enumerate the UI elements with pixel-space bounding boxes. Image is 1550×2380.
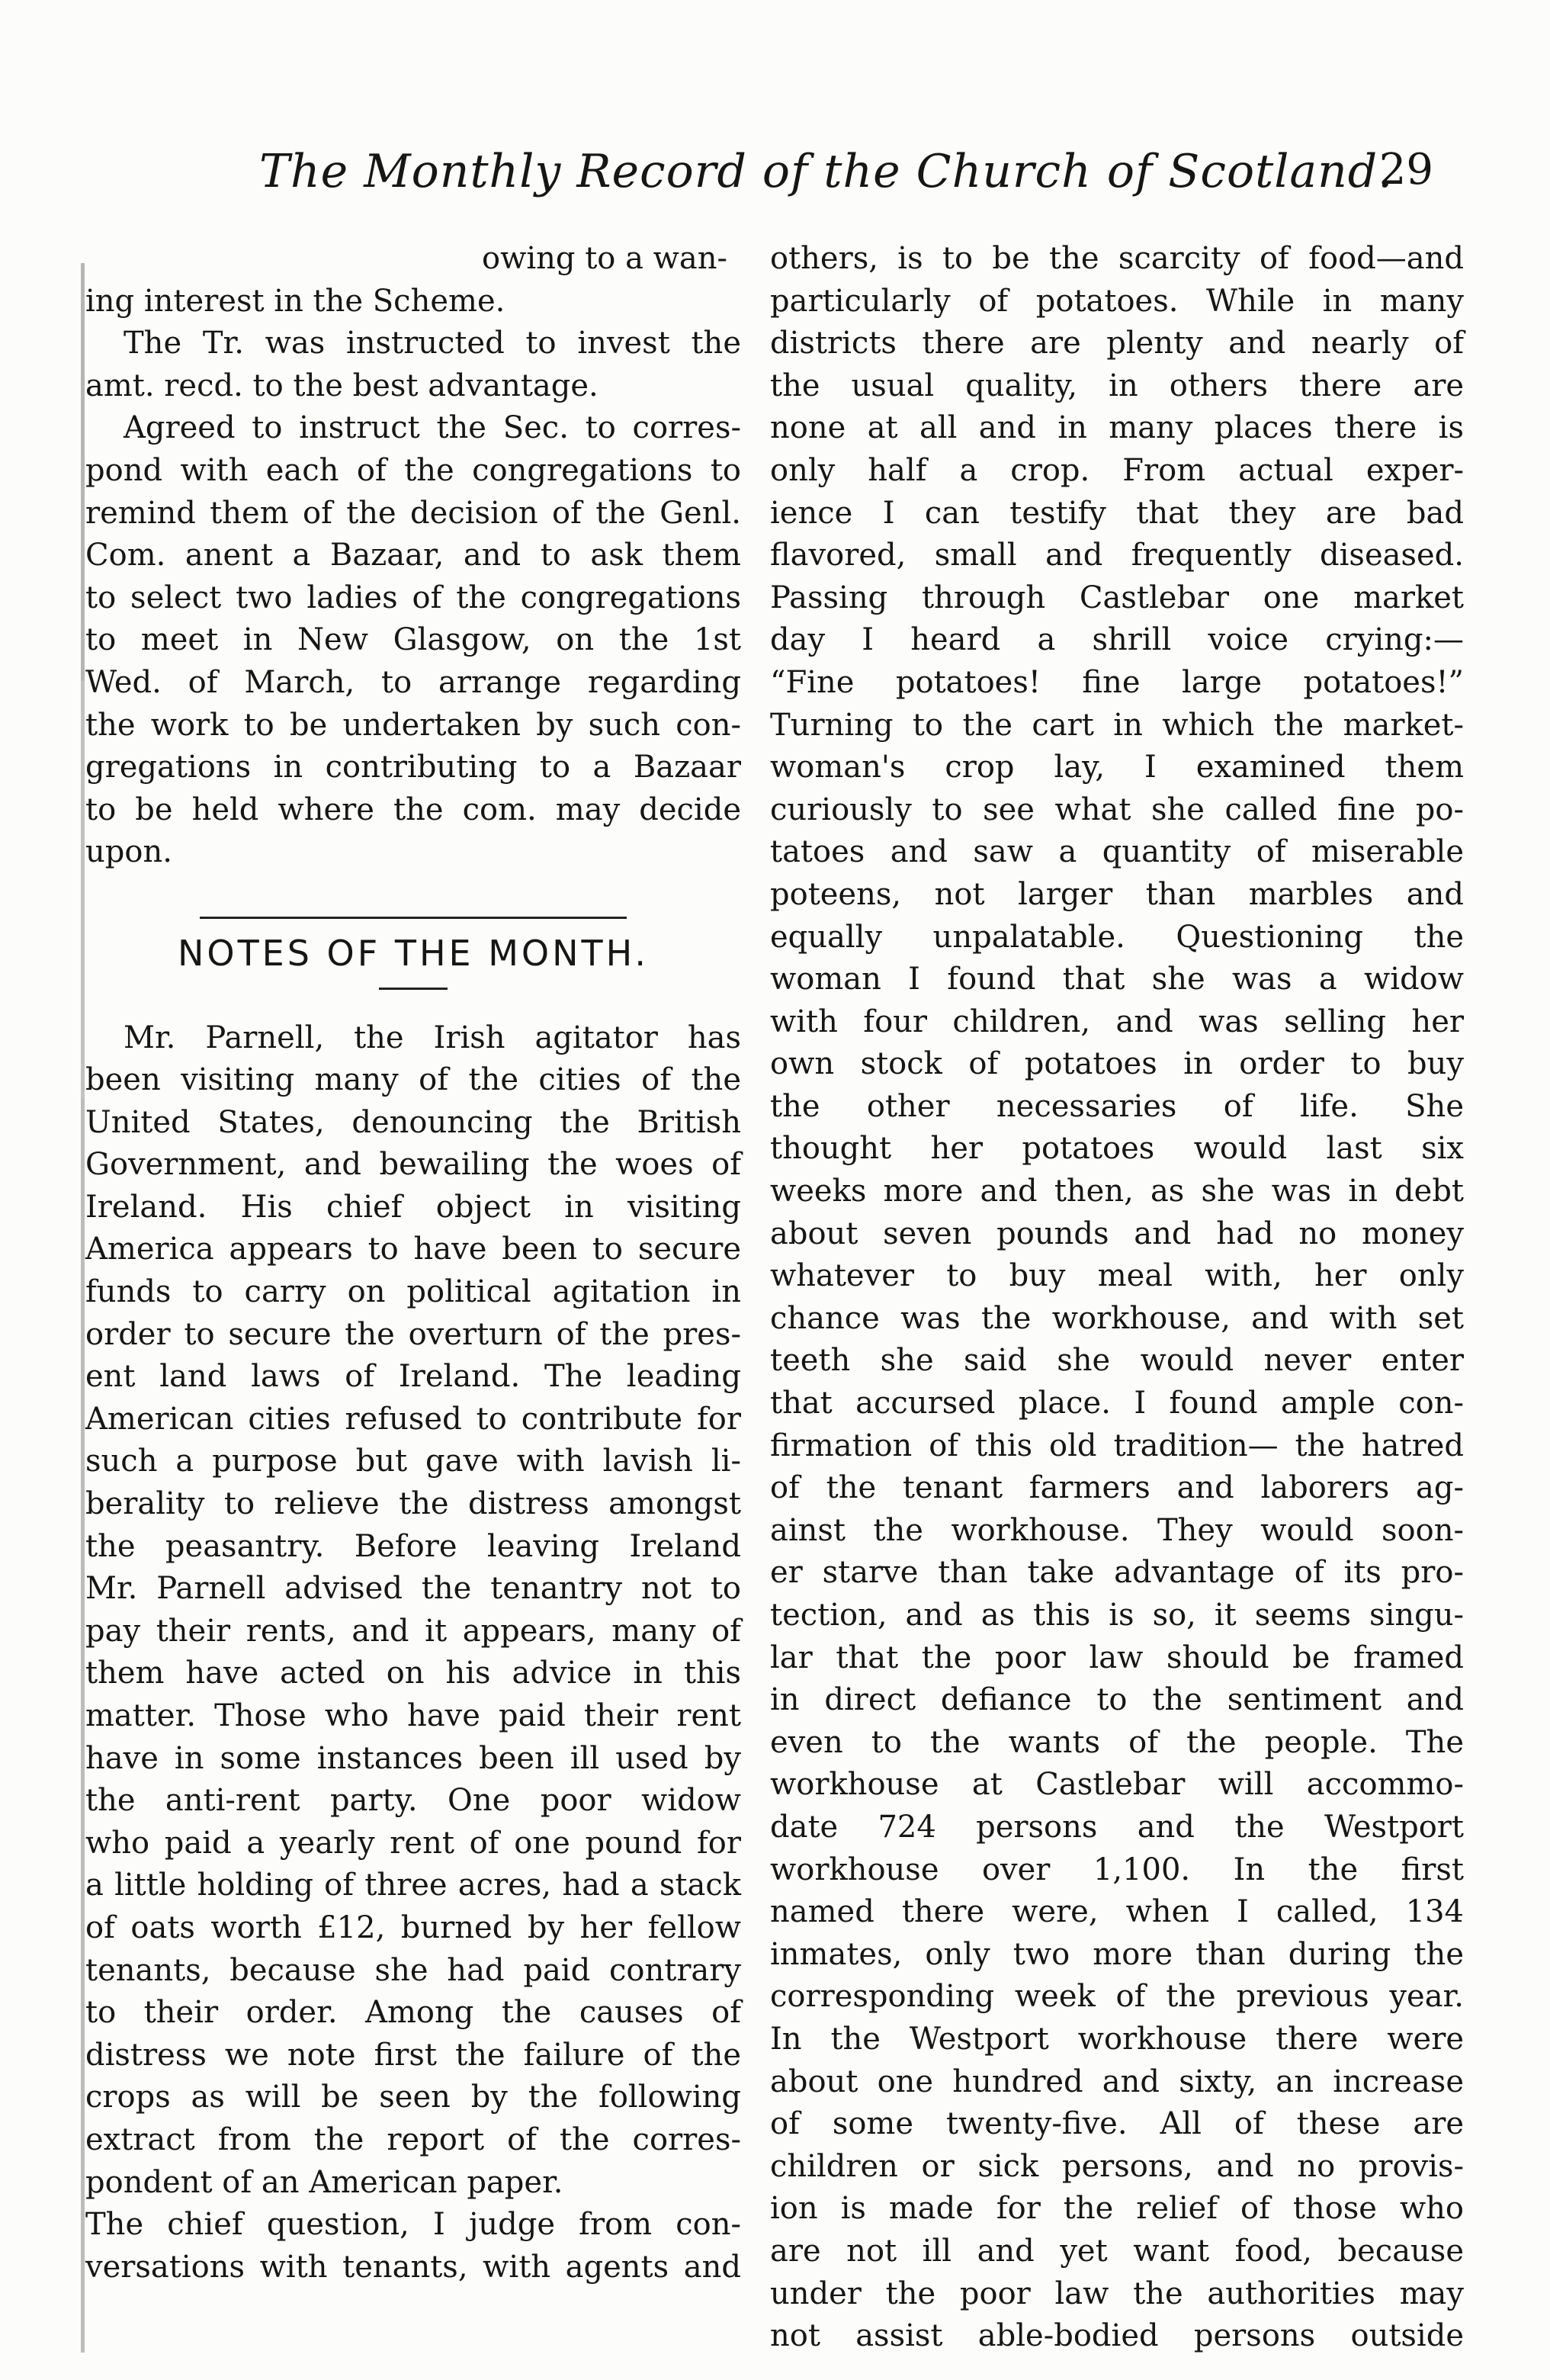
text-line: chance was the workhouse, and with set [770, 1300, 1464, 1336]
text-line: matter. Those who have paid their rent [85, 1698, 741, 1733]
running-title: The Monthly Record of the Church of Scotland. [259, 145, 1394, 198]
text-line: Com. anent a Bazaar, and to ask them [85, 538, 741, 573]
text-line: amt. recd. to the best advantage. [85, 368, 598, 403]
text-line: berality to relieve the distress amongst [85, 1486, 741, 1522]
text-line: owing to a wan- [482, 241, 727, 276]
text-line: corresponding week of the previous year. [770, 1979, 1464, 2015]
text-line: ing interest in the Scheme. [85, 283, 505, 319]
text-line: “Fine potatoes! fine large potatoes!” [770, 664, 1464, 700]
text-line: equally unpalatable. Questioning the [770, 919, 1464, 955]
text-line: woman's crop lay, I examined them [770, 750, 1464, 785]
text-line: ience I can testify that they are bad [770, 495, 1464, 531]
text-line: pay their rents, and it appears, many of [85, 1613, 741, 1649]
text-line: who paid a yearly rent of one pound for [85, 1825, 741, 1861]
right-column [770, 238, 1464, 2358]
text-line: poteens, not larger than marbles and [770, 876, 1464, 912]
text-line: Passing through Castlebar one market [770, 580, 1464, 615]
text-line: whatever to buy meal with, her only [770, 1258, 1464, 1294]
page-number: 29 [1378, 145, 1433, 194]
text-line: The Tr. was instructed to invest the [124, 326, 741, 361]
text-line: pond with each of the congregations to [85, 452, 741, 488]
section-title: NOTES OF THE MONTH. [177, 932, 650, 974]
text-line: others, is to be the scarcity of food—and [770, 241, 1464, 276]
text-line: Turning to the cart in which the market- [770, 707, 1464, 743]
text-line: curiously to see what she called fine po- [770, 792, 1464, 827]
text-line: United States, denouncing the British [85, 1104, 741, 1140]
text-line: districts there are plenty and nearly of [770, 326, 1464, 361]
text-line: teeth she said she would never enter [770, 1343, 1464, 1379]
text-line: order to secure the overturn of the pres- [85, 1316, 741, 1352]
text-line: inmates, only two more than during the [770, 1936, 1464, 1972]
text-line: tatoes and saw a quantity of miserable [770, 834, 1464, 870]
text-line: about seven pounds and had no money [770, 1216, 1464, 1251]
text-line: of some twenty-five. All of these are [770, 2106, 1464, 2142]
text-line: Mr. Parnell, the Irish agitator has [124, 1020, 741, 1055]
text-line: date 724 persons and the Westport [770, 1809, 1464, 1845]
text-line: Ireland. His chief object in visiting [85, 1189, 741, 1225]
text-line: gregations in contributing to a Bazaar [85, 750, 741, 785]
text-line: tection, and as this is so, it seems singu- [770, 1598, 1464, 1633]
text-line: been visiting many of the cities of the [85, 1062, 741, 1098]
text-line: Government, and bewailing the woes of [85, 1147, 741, 1183]
text-line: have in some instances been ill used by [85, 1740, 741, 1776]
text-line: with four children, and was selling her [770, 1004, 1464, 1039]
text-line: extract from the report of the corres- [85, 2121, 741, 2157]
text-line: named there were, when I called, 134 [770, 1894, 1464, 1930]
text-line: Mr. Parnell advised the tenantry not to [85, 1571, 741, 1607]
text-line: In the Westport workhouse there were [770, 2021, 1464, 2057]
text-line: er starve than take advantage of its pro- [770, 1555, 1464, 1591]
text-line: the usual quality, in others there are [770, 368, 1464, 403]
text-line: versations with tenants, with agents and [85, 2249, 741, 2285]
text-line: thought her potatoes would last six [770, 1131, 1464, 1167]
text-line: ainst the workhouse. They would soon- [770, 1512, 1464, 1548]
text-line: weeks more and then, as she was in debt [770, 1174, 1464, 1209]
text-line: lar that the poor law should be framed [770, 1640, 1464, 1675]
text-line: The chief question, I judge from con- [85, 2207, 741, 2243]
text-line: woman I found that she was a widow [770, 962, 1464, 997]
text-line: remind them of the decision of the Genl. [85, 495, 741, 531]
text-line: about one hundred and sixty, an increase [770, 2064, 1464, 2099]
spacer [85, 874, 741, 917]
text-line: to select two ladies of the congregations [85, 580, 741, 615]
text-line: children or sick persons, and no provis- [770, 2148, 1464, 2184]
text-line: of oats worth £12, burned by her fellow [85, 1909, 741, 1945]
text-line: none at all and in many places there is [770, 410, 1464, 446]
text-line: American cities refused to contribute for [85, 1401, 741, 1437]
text-line: to their order. Among the causes of [85, 1995, 741, 2031]
text-line: are not ill and yet want food, because [770, 2233, 1464, 2269]
report-text [770, 238, 1464, 2358]
text-line: the peasantry. Before leaving Ireland [85, 1528, 741, 1564]
text-line: Agreed to instruct the Sec. to corres- [124, 410, 741, 446]
text-line: day I heard a shrill voice crying:— [770, 622, 1464, 658]
text-line: to meet in New Glasgow, on the 1st [85, 622, 741, 658]
text-line: tenants, because she had paid contrary [85, 1952, 741, 1988]
text-line: funds to carry on political agitation in [85, 1274, 741, 1310]
text-line: flavored, small and frequently diseased. [770, 538, 1464, 573]
running-header [259, 145, 1433, 206]
text-line: in direct defiance to the sentiment and [770, 1682, 1464, 1718]
minutes-text [85, 238, 741, 874]
left-column [85, 238, 741, 2288]
text-line: to be held where the com. may decide [85, 792, 741, 827]
text-line: a little holding of three acres, had a stack [85, 1868, 741, 1903]
text-line: Wed. of March, to arrange regarding [85, 664, 741, 700]
text-line: pondent of an American paper. [85, 2164, 563, 2200]
text-line: the other necessaries of life. She [770, 1088, 1464, 1124]
text-line: them have acted on his advice in this [85, 1656, 741, 1691]
text-line: ent land laws of Ireland. The leading [85, 1359, 741, 1395]
text-line: America appears to have been to secure [85, 1232, 741, 1267]
notes-text [85, 1017, 741, 2289]
text-line: distress we note first the failure of the [85, 2037, 741, 2073]
text-line: particularly of potatoes. While in many [770, 283, 1464, 319]
spacer [85, 990, 741, 1017]
text-line: crops as will be seen by the following [85, 2080, 741, 2115]
text-line: ion is made for the relief of those who [770, 2191, 1464, 2227]
text-line: not assist able-bodied persons outside [770, 2318, 1464, 2354]
text-line: even to the wants of the people. The [770, 1724, 1464, 1760]
text-line: the anti-rent party. One poor widow [85, 1783, 741, 1819]
text-line: under the poor law the authorities may [770, 2276, 1464, 2311]
text-line: such a purpose but gave with lavish li- [85, 1444, 741, 1479]
text-line: that accursed place. I found ample con- [770, 1386, 1464, 1421]
text-line: workhouse at Castlebar will accommo- [770, 1767, 1464, 1803]
text-line: upon. [85, 834, 172, 870]
text-line: workhouse over 1,100. In the first [770, 1852, 1464, 1887]
text-line: own stock of potatoes in order to buy [770, 1046, 1464, 1082]
page-gutter-edge [81, 263, 85, 2353]
text-line: of the tenant farmers and laborers ag- [770, 1470, 1464, 1506]
text-line: only half a crop. From actual exper- [770, 452, 1464, 488]
text-line: the work to be undertaken by such con- [85, 707, 741, 743]
text-line: firmation of this old tradition— the hatred [770, 1428, 1464, 1463]
